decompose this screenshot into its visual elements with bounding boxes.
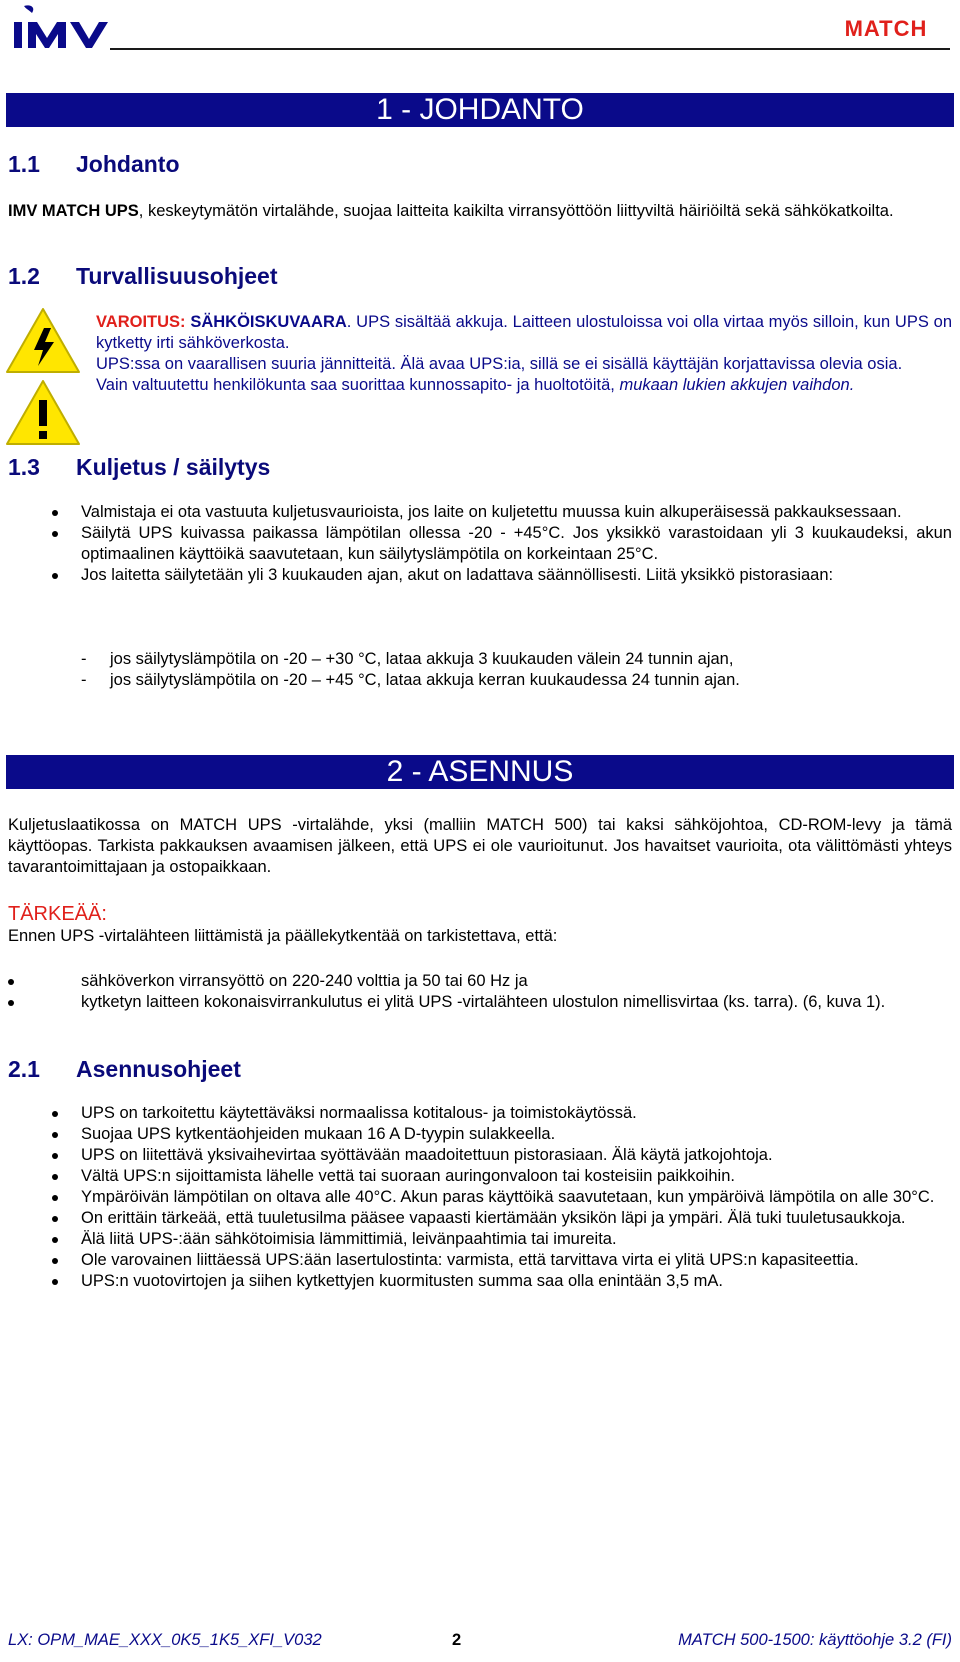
section-title: Johdanto	[76, 151, 180, 177]
list-item: Ympäröivän lämpötilan on oltava alle 40°C. Akun paras käyttöikä saavutetaan, kun ympäröivä lämpötila on alle 30°C.	[52, 1187, 952, 1208]
intro-paragraph	[8, 201, 952, 222]
section-number: 1.1	[8, 151, 40, 177]
chapter-2-banner	[6, 755, 954, 789]
footer-doc-title: MATCH 500-1500: käyttöohje 3.2 (FI)	[678, 1631, 952, 1649]
chapter-1-banner	[6, 93, 954, 127]
section-1-3-heading	[8, 453, 270, 481]
warning-line-3	[96, 375, 952, 396]
match-logo	[822, 16, 950, 40]
match-logo-text: MATCH	[844, 16, 928, 40]
section-2-1-heading	[8, 1055, 241, 1083]
section-number: 1.2	[8, 263, 40, 289]
product-name: IMV MATCH UPS	[8, 202, 139, 220]
list-item: sähköverkon virransyöttö on 220-240 volttia ja 50 tai 60 Hz ja	[8, 971, 952, 992]
list-item: Suojaa UPS kytkentäohjeiden mukaan 16 A D-tyypin sulakkeella.	[52, 1124, 952, 1145]
high-voltage-warning-icon	[4, 306, 82, 376]
important-colon: :	[101, 903, 107, 925]
important-bullet-list	[8, 971, 952, 1013]
dash-marker: -	[81, 650, 87, 668]
list-item: Älä liitä UPS-:ään sähkötoimisia lämmittimiä, leivänpaahtimia tai imureita.	[52, 1229, 952, 1250]
list-item: UPS on liitettävä yksivaihevirtaa syöttävään maadoitettuun pistorasiaan. Älä käytä jatkojohtoja.	[52, 1145, 952, 1166]
list-item: kytketyn laitteen kokonaisvirrankulutus ei ylitä UPS -virtalähteen ulostulon nimellisvirtaa (ks. tarra). (6, kuva 1).	[8, 992, 952, 1013]
safety-warning-text	[96, 312, 952, 396]
dash-marker: -	[81, 671, 87, 689]
list-item: Jos laitetta säilytetään yli 3 kuukauden ajan, akut on ladattava säännöllisesti. Liitä yksikkö pistorasiaan:	[52, 565, 952, 586]
list-item: Ole varovainen liittäessä UPS:ään lasertulostinta: varmista, että tarvittava virta ei ylitä UPS:n kapasiteettia.	[52, 1250, 952, 1271]
list-item: Vältä UPS:n sijoittamista lähelle vettä tai suoraan auringonvaloon tai kosteisiin paikkoihin.	[52, 1166, 952, 1187]
warning-text-3a: Vain valtuutettu henkilökunta saa suorittaa kunnossapito- ja huoltotöitä,	[96, 376, 620, 394]
intro-text: , keskeytymätön virtalähde, suojaa laitteita kaikilta virransyöttöön liittyviltä häiriöiltä sekä sähkökatkoilta.	[138, 202, 894, 220]
header-rule	[110, 48, 950, 50]
section-number: 2.1	[8, 1056, 40, 1082]
section-1-2-heading	[8, 262, 278, 290]
list-item: On erittäin tärkeää, että tuuletusilma pääsee vapaasti kiertämään yksikön läpi ja ympäri. Älä tuki tuuletusaukkoja.	[52, 1208, 952, 1229]
section-title: Kuljetus / säilytys	[76, 454, 271, 480]
section-title: Turvallisuusohjeet	[76, 263, 278, 289]
warning-hazard: SÄHKÖISKUVAARA	[190, 313, 347, 331]
list-item: UPS on tarkoitettu käytettäväksi normaalissa kotitalous- ja toimistokäytössä.	[52, 1103, 952, 1124]
footer-page-number: 2	[452, 1631, 462, 1649]
chapter-1-title: 1 - JOHDANTO	[376, 93, 584, 126]
warning-text-1: . UPS sisältää akkuja. Laitteen ulostuloissa voi olla virtaa myös silloin, kun UPS on kytketty irti sähköverkosta.	[96, 313, 952, 352]
warning-label: VAROITUS:	[96, 313, 186, 331]
warning-text-3b: mukaan lukien akkujen vaihdon.	[619, 376, 855, 394]
dash-item	[81, 670, 951, 691]
imv-logo	[10, 4, 115, 52]
section-number: 1.3	[8, 454, 40, 480]
dash-text: jos säilytyslämpötila on -20 – +45 °C, lataa akkuja kerran kuukaudessa 24 tunnin ajan.	[110, 671, 740, 689]
list-item: UPS:n vuotovirtojen ja siihen kytkettyjen kuormitusten summa saa olla enintään 3,5 mA.	[52, 1271, 952, 1292]
section-title: Asennusohjeet	[76, 1056, 241, 1082]
list-item: Säilytä UPS kuivassa paikassa lämpötilan ollessa -20 - +45°C. Jos yksikkö varastoidaan yli 3 kuukaudeksi, akun optimaalinen käyttöikä saavutetaan, kun säilytyslämpötila on korkeintaan 25°C.	[52, 523, 952, 565]
important-label: TÄRKEÄÄ	[8, 903, 102, 925]
footer-doc-code: LX: OPM_MAE_XXX_0K5_1K5_XFI_V032	[8, 1631, 322, 1649]
storage-bullet-list	[52, 502, 952, 586]
section-1-1-heading	[8, 150, 180, 178]
dash-item	[81, 649, 951, 670]
storage-dash-list	[81, 649, 951, 691]
important-text: Ennen UPS -virtalähteen liittämistä ja päällekytkentää on tarkistettava, että:	[8, 927, 558, 945]
list-item: Valmistaja ei ota vastuuta kuljetusvaurioista, jos laite on kuljetettu muussa kuin alkuperäisessä pakkauksessaan.	[52, 502, 952, 523]
caution-warning-icon	[4, 378, 82, 448]
important-heading	[8, 902, 107, 926]
chapter-2-intro: Kuljetuslaatikossa on MATCH UPS -virtalähde, yksi (malliin MATCH 500) tai kaksi sähköjohtoa, CD-ROM-levy ja tämä käyttöopas. Tarkista pakkauksen avaamisen jälkeen, että UPS ei ole vaurioitunut. Jos havaitset vaurioita, ota välittömästi yhteys tavarantoimittajaan ja ostopaikkaan.	[8, 816, 952, 876]
warning-line-1	[96, 312, 952, 354]
installation-bullet-list	[52, 1103, 952, 1292]
dash-text: jos säilytyslämpötila on -20 – +30 °C, lataa akkuja 3 kuukauden välein 24 tunnin ajan,	[110, 650, 734, 668]
chapter-2-title: 2 - ASENNUS	[386, 755, 574, 788]
warning-line-2: UPS:ssa on vaarallisen suuria jännitteitä. Älä avaa UPS:ia, sillä se ei sisällä käyttäjän korjattavissa olevia osia.	[96, 355, 903, 373]
